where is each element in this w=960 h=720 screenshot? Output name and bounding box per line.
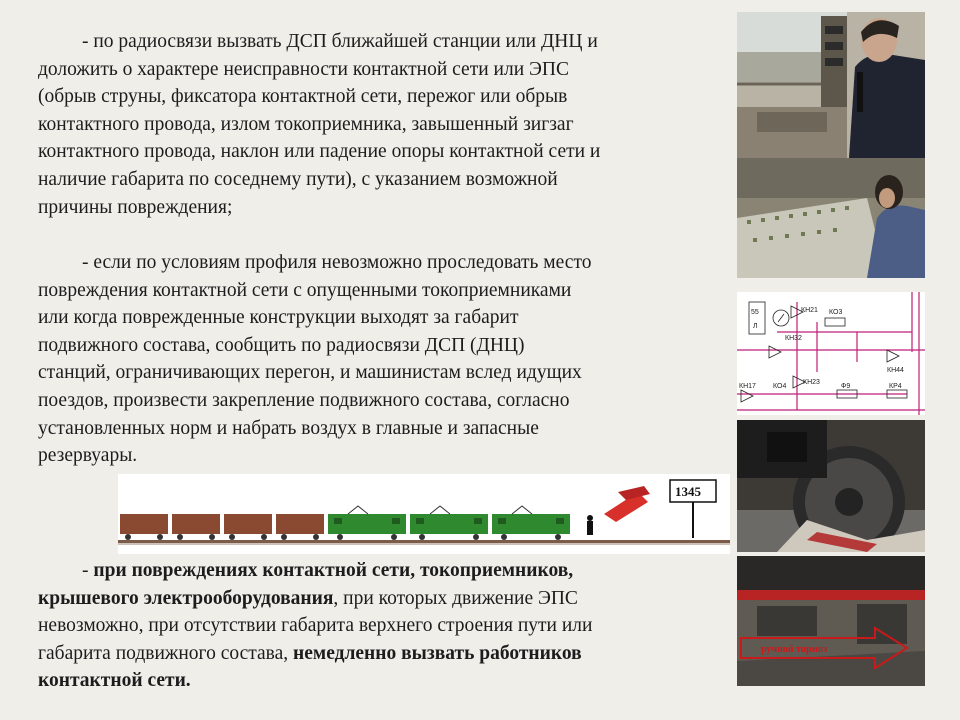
text-line: контактного провода, наклон или падение опоры контактной сети и <box>38 141 601 163</box>
dispatcher-radio-photo <box>737 12 925 158</box>
text-line: причины повреждения; <box>38 196 233 218</box>
paragraph-profile-conditions <box>38 249 728 470</box>
hand-brake-label: ручной тормоз <box>761 644 827 655</box>
text-line: установленных норм и набрать воздух в главные и запасные <box>38 417 539 439</box>
text-line: подвижного состава, сообщить по радиосвязи ДСП (ДНЦ) <box>38 334 525 356</box>
text-line: невозможно, при отсутствии габарита верхнего строения пути или <box>38 615 593 637</box>
svg-text:Ф9: Ф9 <box>841 383 851 390</box>
hand-brake-photo <box>737 556 925 686</box>
text-line: контактного провода, излом токоприемника, завышенный зигзаг <box>38 113 574 135</box>
train-illustration <box>118 474 730 554</box>
text-line: доложить о характере неисправности контактной сети или ЭПС <box>38 58 569 80</box>
svg-text:КР4: КР4 <box>889 383 902 390</box>
bold-text: контактной сети. <box>38 670 191 692</box>
text-line: повреждения контактной сети с опущенными токоприемниками <box>38 279 572 301</box>
svg-text:КН21: КН21 <box>801 307 818 314</box>
text-line: габарита подвижного состава, немедленно вызвать работников <box>38 642 582 664</box>
text-line: поездов, произвести закрепление подвижного состава, согласно <box>38 389 570 411</box>
dispatcher-console-photo <box>737 158 925 278</box>
text-line: наличие габарита по соседнему пути), с указанием возможной <box>38 168 558 190</box>
svg-text:Л: Л <box>753 323 758 330</box>
text-line: станций, ограничивающих перегон, и машинистам вслед идущих <box>38 362 582 384</box>
wheel-bogie-photo <box>737 420 925 552</box>
text-line: резервуары. <box>38 445 138 467</box>
bold-text: при повреждениях контактной сети, токоприемников, <box>93 560 574 581</box>
svg-text:КО4: КО4 <box>773 383 787 390</box>
svg-text:КН17: КН17 <box>739 383 756 390</box>
person-figure <box>587 515 593 535</box>
svg-text:КН23: КН23 <box>803 379 820 386</box>
paragraph-immediate-call <box>38 557 728 695</box>
text-line: крышевого электрооборудования, при которых движение ЭПС <box>38 587 578 609</box>
svg-text:55: 55 <box>751 309 759 316</box>
pneumatic-schematic <box>737 292 925 415</box>
text-line: - по радиосвязи вызвать ДСП ближайшей станции или ДНЦ и <box>82 31 598 52</box>
svg-text:1345: 1345 <box>675 484 701 499</box>
svg-text:КО3: КО3 <box>829 309 843 316</box>
text-line: (обрыв струны, фиксатора контактной сети, пережог или обрыв <box>38 86 568 108</box>
text-line: - если по условиям профиля невозможно проследовать место <box>82 252 592 273</box>
svg-text:КН32: КН32 <box>785 335 802 342</box>
text-line <box>38 667 728 695</box>
paragraph-report-fault <box>38 28 728 221</box>
text-line: - при повреждениях контактной сети, токоприемников, <box>82 560 574 581</box>
text-line: или когда поврежденные конструкции выходят за габарит <box>38 307 519 329</box>
svg-text:КН44: КН44 <box>887 367 904 374</box>
bold-text: крышевого электрооборудования <box>38 587 334 609</box>
bold-text: немедленно вызвать работников <box>293 642 582 664</box>
